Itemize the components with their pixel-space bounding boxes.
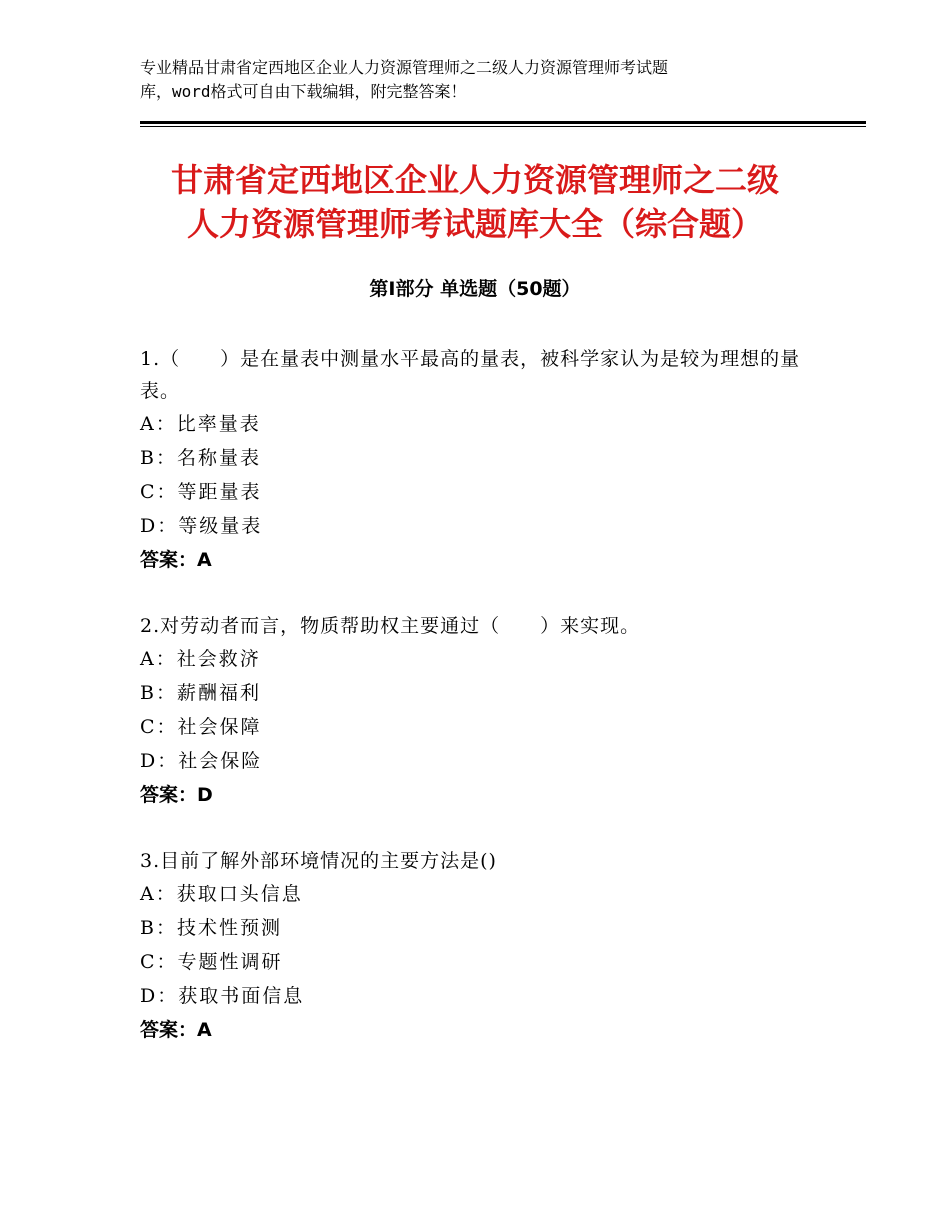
option-a: A：获取口头信息 [140,883,303,905]
question-list [140,343,820,1080]
question-2 [140,610,820,812]
option-d: D：获取书面信息 [140,985,305,1007]
header-note [140,56,780,104]
option-c: C：专题性调研 [140,951,283,973]
option-d: D：等级量表 [140,515,263,537]
option-b: B：技术性预测 [140,917,282,939]
question-stem: 2.对劳动者而言，物质帮助权主要通过（ ）来实现。 [140,615,641,637]
header-rule-thin [140,126,866,127]
option-c: C：等距量表 [140,481,262,503]
option-b: B：名称量表 [140,447,261,469]
header-rule-thick [140,121,866,124]
header-note-line-1: 专业精品甘肃省定西地区企业人力资源管理师之二级人力资源管理师考试题 [140,58,669,77]
answer: 答案：A [140,549,212,571]
question-1 [140,343,820,577]
option-a: A：比率量表 [140,413,261,435]
option-a: A：社会救济 [140,648,261,670]
answer: 答案：D [140,784,213,806]
question-stem: 3.目前了解外部环境情况的主要方法是() [140,850,497,872]
question-3 [140,845,820,1047]
answer: 答案：A [140,1019,212,1041]
document-title-line-1: 甘肃省定西地区企业人力资源管理师之二级 [170,161,779,199]
document-title [0,158,950,246]
header-note-line-2: 库，word格式可自由下载编辑，附完整答案！ [140,82,467,101]
option-b: B：薪酬福利 [140,682,261,704]
option-d: D：社会保险 [140,750,263,772]
document-title-line-2: 人力资源管理师考试题库大全（综合题） [186,205,763,243]
question-stem: 1.（ ）是在量表中测量水平最高的量表，被科学家认为是较为理想的量表。 [140,348,801,402]
section-heading: 第Ⅰ部分 单选题（50题） [369,278,581,300]
option-c: C：社会保障 [140,716,262,738]
